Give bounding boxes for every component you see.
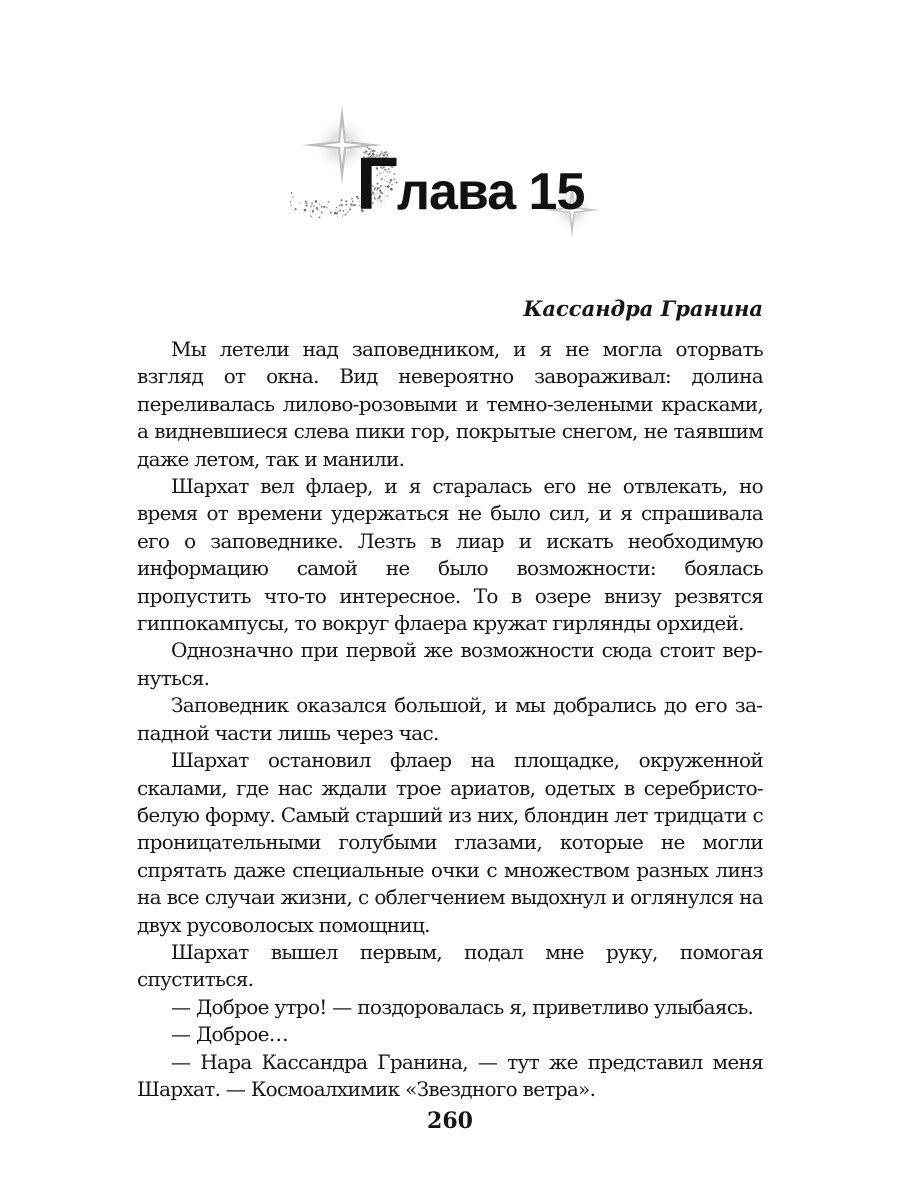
dialogue-line: — Доброе… [171, 1022, 289, 1047]
chapter-title-initial: Г [356, 142, 397, 225]
paragraph: Заповедник оказался большой, и мы добрались до его западной части лишь через час. [137, 693, 763, 745]
chapter-title-rest: лава 15 [396, 163, 585, 221]
dialogue-line: — Доброе утро! — поздоровалась я, приветливо улыбаясь. [171, 994, 754, 1019]
chapter-title [356, 142, 585, 225]
dialogue-line: — Нара Кассандра Гранина, — тут же представил меня Шархат. — Космоалхимик «Звездного ветра». [137, 1049, 763, 1101]
body-text [137, 336, 763, 1103]
paragraph: Шархат вел флаер, и я старалась его не отвлекать, но время от времени удержаться не было сил, и я спрашивала его о заповеднике. Лезть в лиар и искать необходимую информацию самой не было возможности: боялась пропустить что-то интересное. То в озере внизу резвятся гиппокампусы, то вокруг флаера кружат гирлянды орхидей. [137, 474, 763, 636]
paragraph: Шархат остановил флаер на площадке, окруженной скалами, где нас ждали трое ариатов, одетых в серебристо-белую форму. Самый старший из них, блондин лет тридцати с проницательными голубыми глазами, которые не могли спрятать даже специальные очки с множеством разных линз на все случаи жизни, с облегчением выдохнул и оглянулся на двух русоволосых помощниц. [137, 748, 763, 937]
paragraph: Шархат вышел первым, подал мне руку, помогая спуститься. [137, 939, 763, 992]
paragraph: Однозначно при первой же возможности сюда стоит вернуться. [137, 638, 763, 690]
page-number: 260 [427, 1108, 473, 1134]
chapter-pov-author: Кассандра Гранина [523, 296, 763, 321]
paragraph: Мы летели над заповедником, и я не могла оторвать взгляд от окна. Вид невероятно завораживал: долина переливалась лилово-розовыми и темно-зелеными красками, а видневшиеся слева пики гор, покрытые снегом, не таявшим даже летом, так и манили. [137, 337, 763, 471]
